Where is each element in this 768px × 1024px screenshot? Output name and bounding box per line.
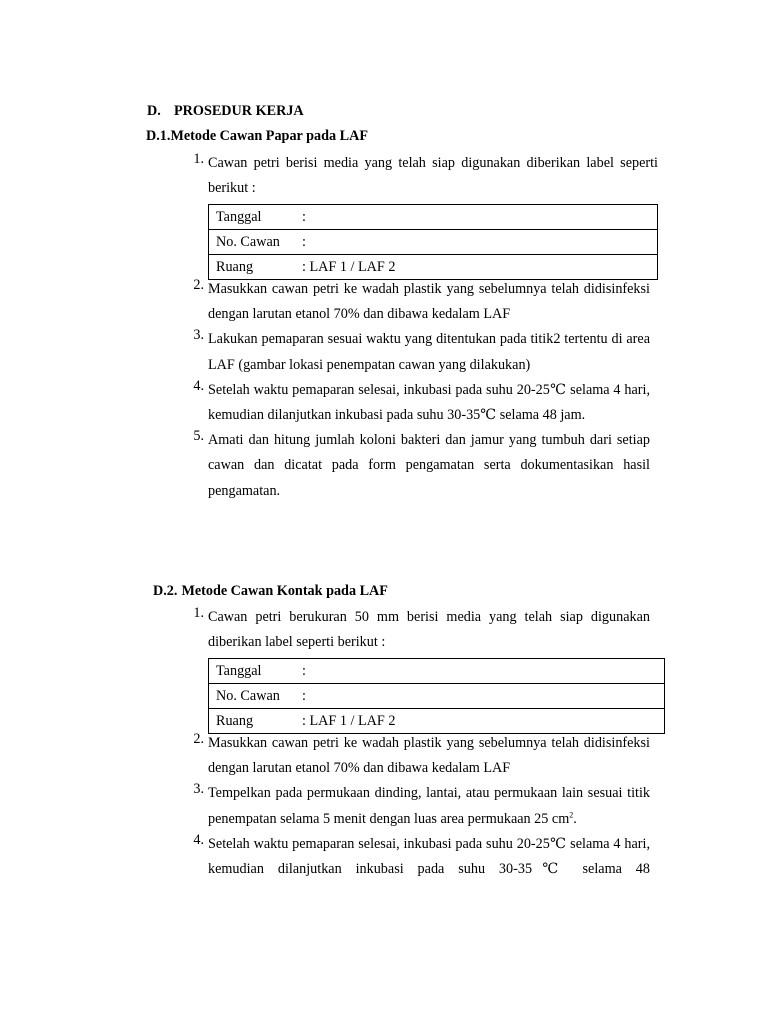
subsection-heading-d1 <box>146 128 368 145</box>
table-value: : <box>302 230 658 255</box>
list-item <box>193 731 650 781</box>
list-marker: 3. <box>193 327 204 344</box>
subsection-number: D.1. <box>146 128 171 144</box>
list-item-text: Masukkan cawan petri ke wadah plastik yang sebelumnya telah didisinfeksi dengan larutan etanol 70% dan dibawa kedalam LAF <box>208 281 650 323</box>
list-marker: 1. <box>193 151 204 167</box>
label-table-d2 <box>208 658 665 734</box>
section-letter: D. <box>147 103 161 119</box>
list-marker: 2. <box>193 731 204 747</box>
list-item <box>193 151 658 201</box>
list-item <box>193 605 650 655</box>
table-key: Ruang <box>209 709 303 734</box>
list-item-text: Setelah waktu pemaparan selesai, inkubasi pada suhu 20-25℃ selama 4 hari, kemudian dilanjutkan inkubasi pada suhu 30-35℃ selama 48 <box>208 835 650 878</box>
table-row <box>209 255 658 280</box>
list-item-text: Setelah waktu pemaparan selesai, inkubasi pada suhu 20-25℃ selama 4 hari, kemudian dilanjutkan inkubasi pada suhu 30-35℃ selama 48 jam. <box>208 381 650 424</box>
table-value: : <box>302 205 658 230</box>
table-key: Tanggal <box>209 205 303 230</box>
list-marker: 4. <box>193 831 204 848</box>
table-row <box>209 659 665 684</box>
list-item <box>193 781 650 831</box>
table-row <box>209 205 658 230</box>
list-item <box>193 277 650 327</box>
list-item <box>193 428 650 504</box>
list-item <box>193 327 650 377</box>
list-item-text: Amati dan hitung jumlah koloni bakteri dan jamur yang tumbuh dari setiap cawan dan dicatat pada form pengamatan serta dokumentasikan hasil pengamatan. <box>208 432 650 499</box>
list-marker: 5. <box>193 428 204 445</box>
table-key: No. Cawan <box>209 230 303 255</box>
list-marker: 2. <box>193 277 204 293</box>
table-row <box>209 230 658 255</box>
table-value: : LAF 1 / LAF 2 <box>302 255 658 280</box>
procedure-list-d1-b <box>193 277 650 504</box>
procedure-list-d2-a <box>193 605 650 655</box>
subsection-title: Metode Cawan Kontak pada LAF <box>181 583 388 599</box>
list-item-text: Masukkan cawan petri ke wadah plastik yang sebelumnya telah didisinfeksi dengan larutan etanol 70% dan dibawa kedalam LAF <box>208 735 650 777</box>
list-marker: 4. <box>193 377 204 394</box>
procedure-list-d1-a <box>193 151 658 201</box>
list-marker: 3. <box>193 781 204 798</box>
subsection-title: Metode Cawan Papar pada LAF <box>170 128 369 144</box>
subsection-heading-d2 <box>153 583 388 600</box>
table-key: Tanggal <box>209 659 303 684</box>
table-value: : LAF 1 / LAF 2 <box>302 709 665 734</box>
table-row <box>209 709 665 734</box>
label-table-d1 <box>208 204 658 280</box>
list-item-text: Lakukan pemaparan sesuai waktu yang ditentukan pada titik2 tertentu di area LAF (gambar lokasi penempatan cawan yang dilakukan) <box>208 331 650 373</box>
list-item-text: Cawan petri berisi media yang telah siap digunakan diberikan label seperti berikut : <box>208 155 658 197</box>
list-item <box>193 377 650 428</box>
section-heading <box>147 103 304 120</box>
list-item-text-end: . <box>573 810 577 827</box>
list-item <box>193 831 650 882</box>
table-key: Ruang <box>209 255 303 280</box>
table-key: No. Cawan <box>209 684 303 709</box>
table-value: : <box>302 659 665 684</box>
list-marker: 1. <box>193 605 204 621</box>
procedure-list-d2-b <box>193 731 650 882</box>
subsection-number: D.2. <box>153 583 178 599</box>
section-title: PROSEDUR KERJA <box>174 103 304 119</box>
list-item-text-main: Tempelkan pada permukaan dinding, lantai, atau permukaan lain sesuai titik penempatan selama 5 menit dengan luas area permukaan 25 cm <box>208 785 650 827</box>
list-item-text: Cawan petri berukuran 50 mm berisi media yang telah siap digunakan diberikan label seperti berikut : <box>208 609 650 651</box>
superscript: 2 <box>569 809 574 819</box>
table-row <box>209 684 665 709</box>
list-item-text <box>208 781 650 831</box>
table-value: : <box>302 684 665 709</box>
